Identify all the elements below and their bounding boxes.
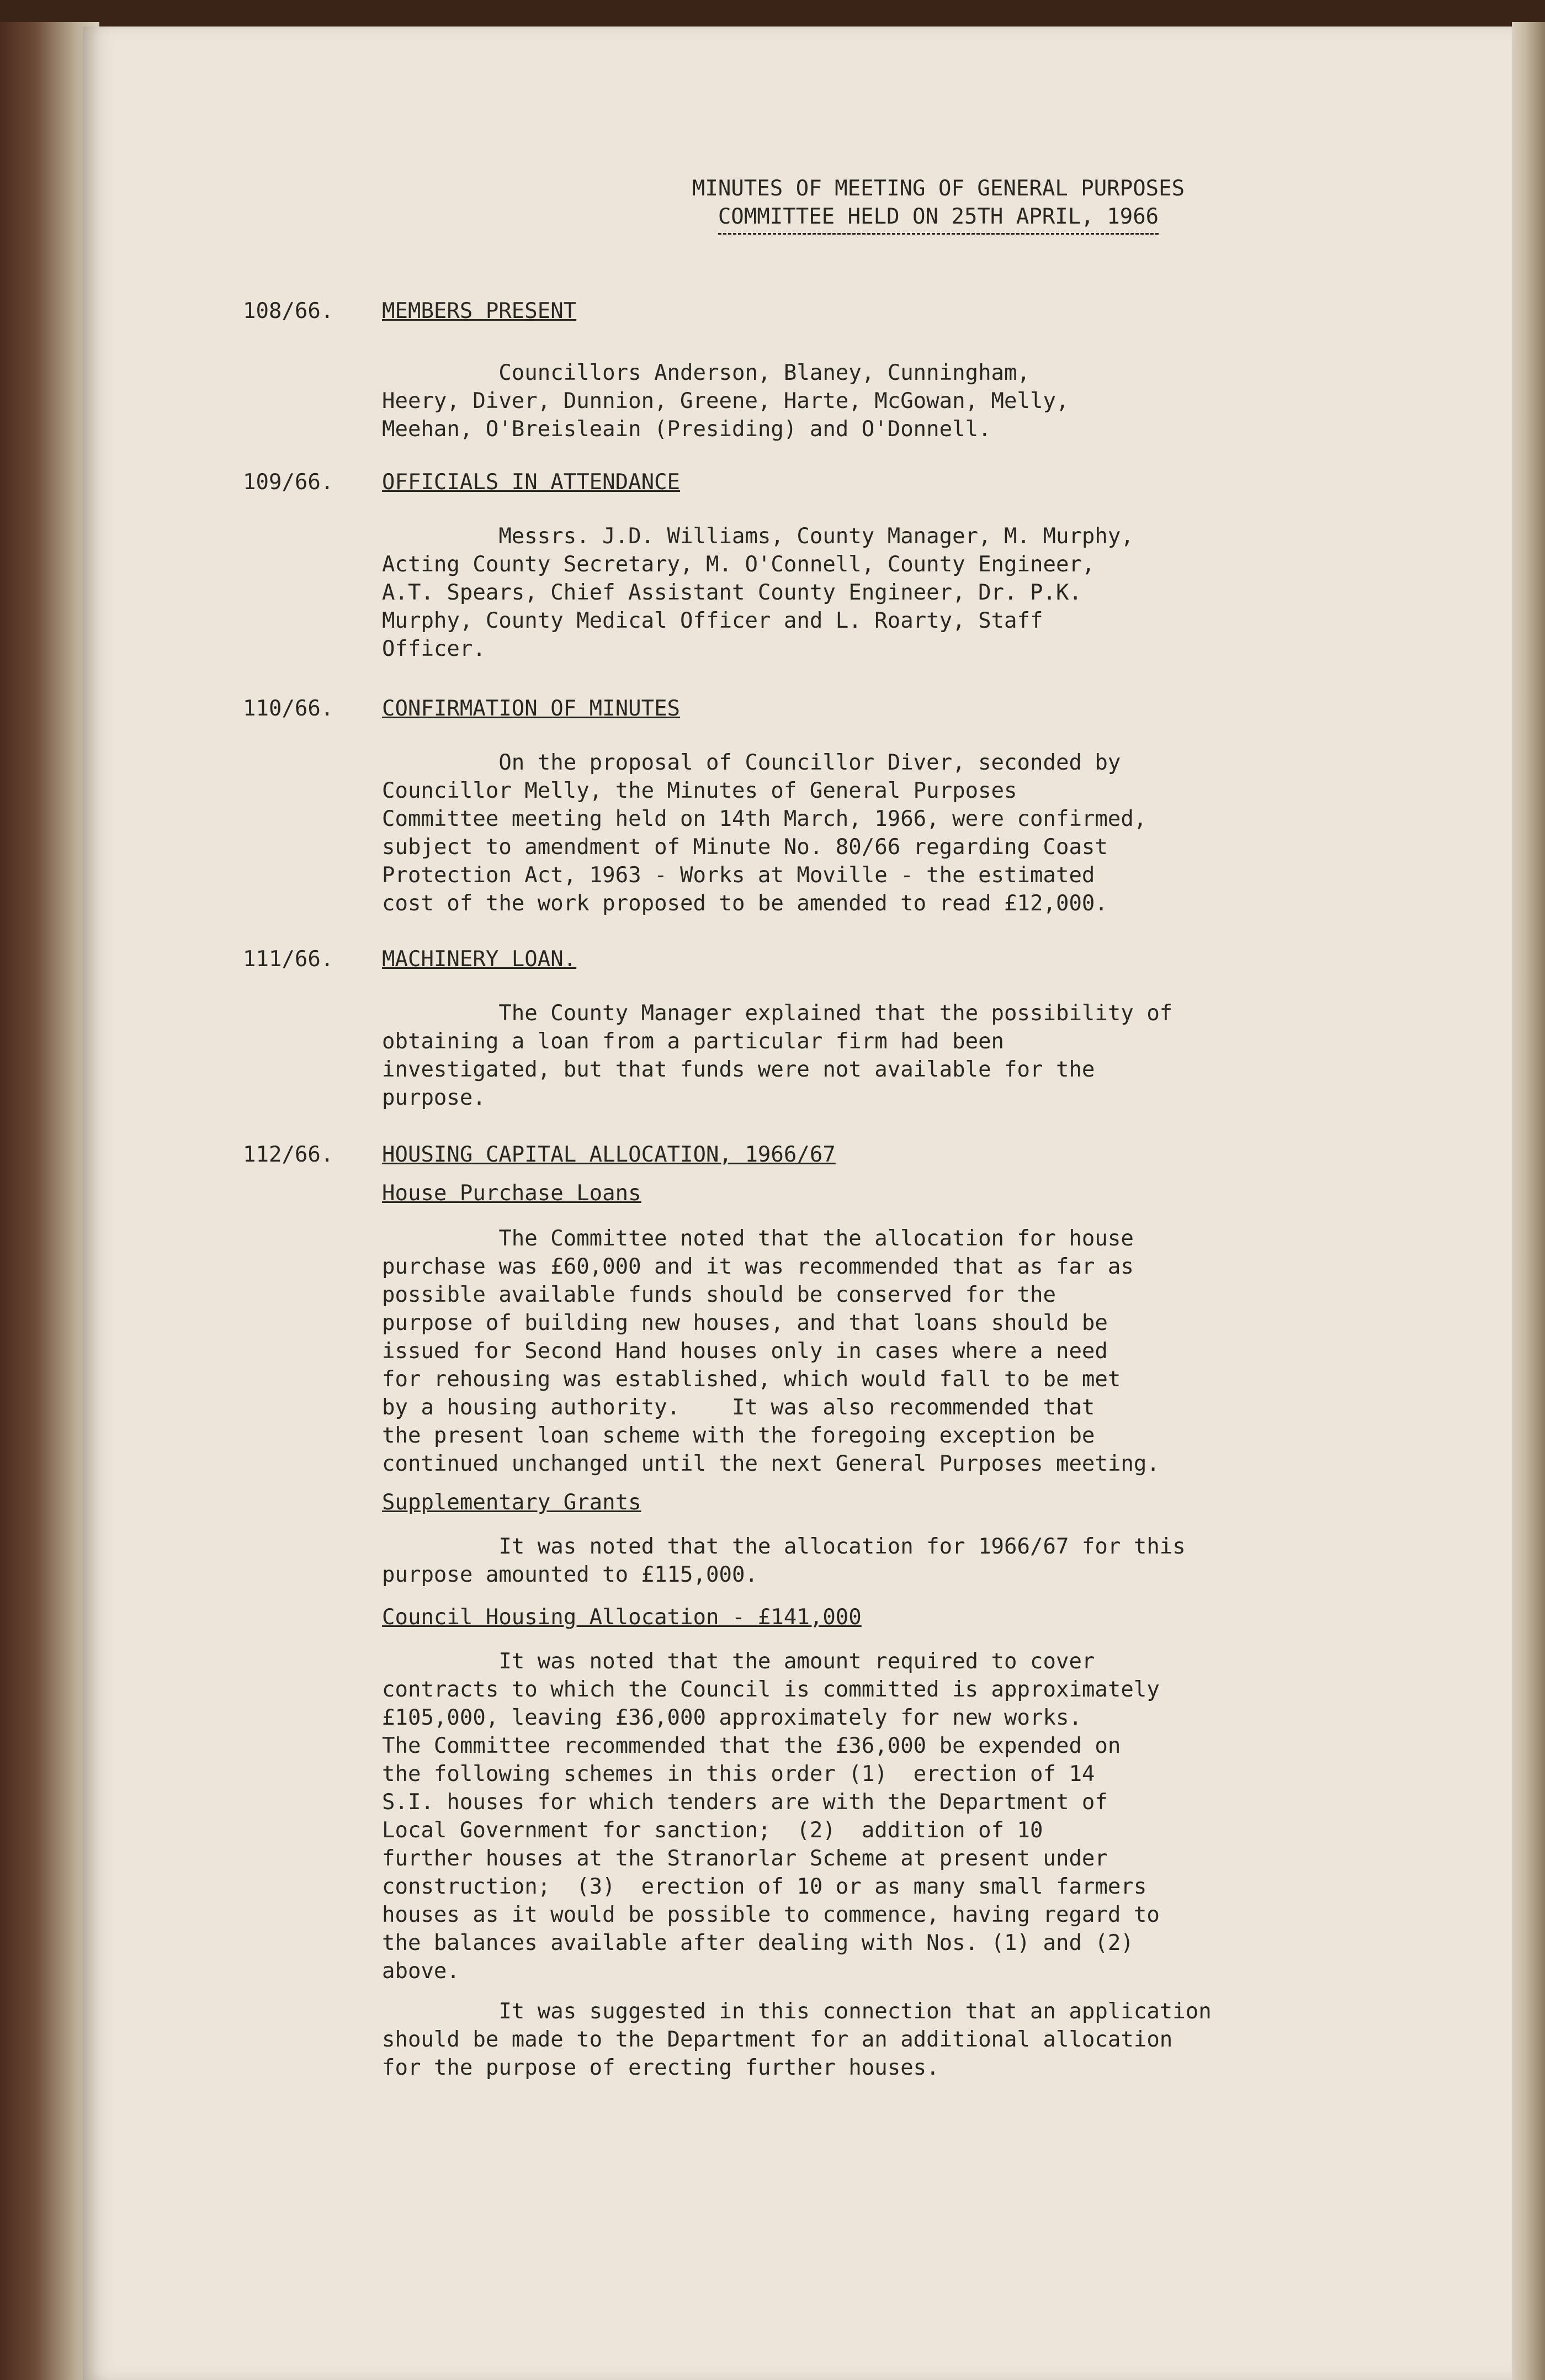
body-line: subject to amendment of Minute No. 80/66 regarding Coast [382, 835, 1108, 860]
application-suggestion-body [382, 1997, 1431, 2082]
body-line: On the proposal of Councillor Diver, seconded by [382, 750, 1121, 775]
body-line: It was noted that the amount required to cover [382, 1649, 1095, 1674]
body-line: cost of the work proposed to be amended to read £12,000. [382, 891, 1108, 916]
supplementary-grants-body [382, 1533, 1431, 1589]
section-number: 111/66. [243, 947, 334, 972]
body-line: A.T. Spears, Chief Assistant County Engineer, Dr. P.K. [382, 580, 1082, 605]
section-body [382, 999, 1431, 1112]
body-line: above. [382, 1959, 460, 1984]
body-line: possible available funds should be conserved for the [382, 1282, 1056, 1307]
section-number: 109/66. [243, 470, 334, 495]
body-line: investigated, but that funds were not available for the [382, 1057, 1095, 1082]
body-line: purpose of building new houses, and that loans should be [382, 1311, 1108, 1335]
body-line: Councillor Melly, the Minutes of General Purposes [382, 778, 1017, 803]
subheading-house-purchase-loans: House Purchase Loans [382, 1181, 641, 1206]
body-line: purpose. [382, 1085, 486, 1110]
document-page [83, 26, 1523, 2380]
body-line: purpose amounted to £115,000. [382, 1562, 758, 1587]
title-line-1: MINUTES OF MEETING OF GENERAL PURPOSES [692, 176, 1185, 201]
body-line: The Committee recommended that the £36,000 be expended on [382, 1734, 1121, 1758]
body-line: The County Manager explained that the possibility of [382, 1001, 1173, 1026]
body-line: obtaining a loan from a particular firm had been [382, 1029, 1005, 1054]
body-line: the following schemes in this order (1) erection of 14 [382, 1762, 1095, 1787]
body-line: issued for Second Hand houses only in cases where a need [382, 1339, 1108, 1364]
section-heading: MEMBERS PRESENT [382, 299, 577, 324]
body-line: Councillors Anderson, Blaney, Cunningham, [382, 361, 1030, 385]
section-heading: HOUSING CAPITAL ALLOCATION, 1966/67 [382, 1142, 836, 1167]
section-body [382, 522, 1431, 663]
body-line: houses as it would be possible to commence, having regard to [382, 1902, 1160, 1927]
body-line: contracts to which the Council is committed is approximately [382, 1677, 1160, 1702]
house-purchase-loans-body [382, 1225, 1431, 1478]
body-line: Heery, Diver, Dunnion, Greene, Harte, McGowan, Melly, [382, 389, 1069, 414]
section-heading: CONFIRMATION OF MINUTES [382, 696, 681, 721]
body-line: Meehan, O'Breisleain (Presiding) and O'Donnell. [382, 417, 991, 442]
section-number: 110/66. [243, 696, 334, 721]
section-body [382, 749, 1431, 918]
page-content [193, 26, 1496, 2378]
body-line: Committee meeting held on 14th March, 1966, were confirmed, [382, 807, 1147, 831]
section-heading: MACHINERY LOAN. [382, 947, 577, 972]
section-body [382, 359, 1431, 443]
body-line: Messrs. J.D. Williams, County Manager, M. Murphy, [382, 524, 1134, 549]
body-line: S.I. houses for which tenders are with the Department of [382, 1790, 1108, 1815]
body-line: The Committee noted that the allocation for house [382, 1226, 1134, 1251]
body-line: Murphy, County Medical Officer and L. Roarty, Staff [382, 608, 1043, 633]
document-title [552, 174, 1325, 235]
body-line: the present loan scheme with the foregoing exception be [382, 1423, 1095, 1448]
body-line: the balances available after dealing with Nos. (1) and (2) [382, 1931, 1134, 1955]
body-line: purchase was £60,000 and it was recommended that as far as [382, 1254, 1134, 1279]
body-line: construction; (3) erection of 10 or as many small farmers [382, 1874, 1147, 1899]
body-line: should be made to the Department for an additional allocation [382, 2027, 1173, 2052]
body-line: further houses at the Stranorlar Scheme at present under [382, 1846, 1108, 1871]
body-line: Local Government for sanction; (2) addition of 10 [382, 1818, 1043, 1843]
page-edge [1512, 22, 1545, 2380]
body-line: for rehousing was established, which would fall to be met [382, 1367, 1121, 1392]
body-line: £105,000, leaving £36,000 approximately for new works. [382, 1705, 1082, 1730]
body-line: for the purpose of erecting further houses. [382, 2055, 939, 2080]
body-line: Officer. [382, 637, 486, 661]
body-line: continued unchanged until the next General Purposes meeting. [382, 1451, 1160, 1476]
subheading-council-housing-allocation: Council Housing Allocation - £141,000 [382, 1605, 862, 1630]
body-line: It was noted that the allocation for 1966/67 for this [382, 1534, 1186, 1559]
body-line: Acting County Secretary, M. O'Connell, County Engineer, [382, 552, 1095, 577]
section-heading: OFFICIALS IN ATTENDANCE [382, 470, 681, 495]
title-line-2: COMMITTEE HELD ON 25TH APRIL, 1966 [718, 203, 1159, 235]
council-housing-allocation-body [382, 1647, 1431, 1985]
section-number: 112/66. [243, 1142, 334, 1167]
body-line: by a housing authority. It was also recommended that [382, 1395, 1095, 1420]
body-line: Protection Act, 1963 - Works at Moville - the estimated [382, 863, 1095, 888]
section-number: 108/66. [243, 299, 334, 324]
body-line: It was suggested in this connection that an application [382, 1999, 1212, 2024]
subheading-supplementary-grants: Supplementary Grants [382, 1490, 641, 1515]
